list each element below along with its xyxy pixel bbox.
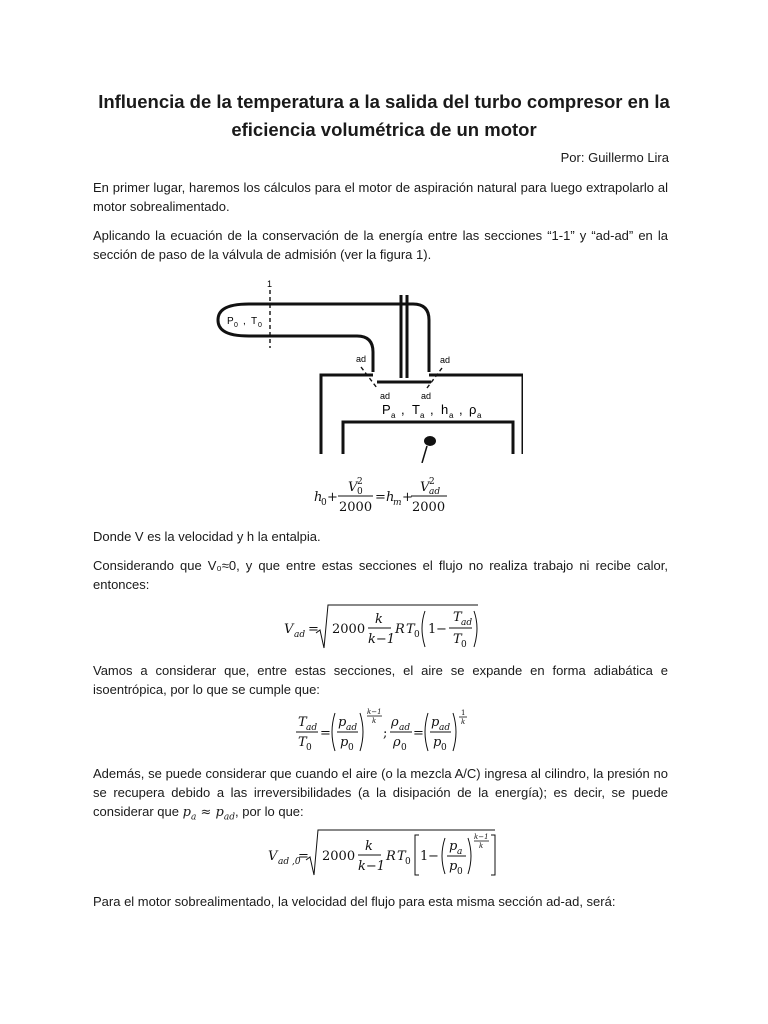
svg-text:T: T — [453, 610, 462, 625]
figure-lines — [218, 295, 523, 454]
svg-text:P: P — [382, 402, 391, 417]
svg-text:0: 0 — [321, 498, 327, 508]
svg-text:R: R — [386, 849, 396, 864]
svg-text:V: V — [268, 849, 278, 864]
svg-text:p: p — [449, 859, 458, 874]
svg-text:k: k — [375, 612, 383, 627]
svg-text:k−1: k−1 — [474, 833, 489, 841]
svg-text:0: 0 — [414, 630, 420, 640]
svg-text:p: p — [338, 715, 347, 730]
svg-text:k−1: k−1 — [367, 708, 382, 716]
svg-text:k−1: k−1 — [368, 632, 396, 647]
svg-text:a: a — [449, 411, 454, 420]
svg-text:+: + — [327, 490, 338, 505]
equation-velocity-ad0 — [266, 828, 500, 880]
svg-text:1: 1 — [420, 849, 429, 864]
section-1-label: 1 — [267, 279, 273, 289]
svg-text:h: h — [314, 490, 323, 505]
svg-text:0: 0 — [258, 322, 262, 329]
svg-text:2000: 2000 — [412, 500, 446, 515]
svg-text:2: 2 — [357, 477, 363, 487]
svg-text:=: = — [308, 622, 319, 637]
equation-energy-balance — [310, 476, 460, 516]
svg-text:0: 0 — [348, 743, 354, 753]
paragraph-energy: Aplicando la ecuación de la conservación de la energía entre las secciones “1-1” y “ad-ad” en la sección de paso de la válvula de admisión (ver la figura 1). — [93, 228, 668, 262]
svg-text:0: 0 — [401, 743, 407, 753]
svg-text:p: p — [449, 839, 458, 854]
svg-text:T: T — [406, 622, 415, 637]
equation-velocity-ad — [282, 603, 482, 653]
svg-text:0: 0 — [461, 640, 467, 650]
equation-isentropic — [294, 706, 474, 756]
svg-text:T: T — [453, 632, 462, 647]
svg-text:=: = — [320, 726, 331, 741]
title-line-1: Influencia de la temperatura a la salida del turbo compresor en la — [98, 91, 670, 112]
inlet-state-label — [227, 316, 262, 329]
svg-text:h: h — [386, 490, 395, 505]
svg-text:k−1: k−1 — [358, 859, 386, 874]
ad-label-left-top: ad — [356, 354, 367, 364]
paragraph-supercharged: Para el motor sobrealimentado, la velocidad del flujo para esta misma sección ad-ad, será: — [93, 894, 616, 909]
svg-text:=: = — [413, 726, 424, 741]
svg-text:,: , — [459, 402, 463, 417]
svg-text:a: a — [457, 847, 463, 857]
ad-label-bottom-left: ad — [380, 391, 391, 401]
author-line: Por: Guillermo Lira — [560, 150, 669, 165]
svg-text:+: + — [402, 490, 413, 505]
injector-dot — [424, 436, 436, 446]
figure-intake-diagram — [213, 278, 523, 463]
svg-text:p: p — [433, 735, 442, 750]
svg-text:0: 0 — [457, 867, 463, 877]
svg-text:ad: ad — [346, 723, 358, 733]
ad-label-bottom-right: ad — [421, 391, 432, 401]
paragraph-assumption: Considerando que V₀≈0, y que entre estas secciones el flujo no realiza trabajo ni recibe calor, entonces: — [93, 558, 668, 592]
svg-text:2: 2 — [429, 477, 435, 487]
svg-text:0: 0 — [405, 857, 411, 867]
svg-text:T: T — [298, 735, 307, 750]
svg-text:ad: ad — [429, 487, 441, 497]
document-title — [60, 88, 708, 144]
svg-text:1: 1 — [428, 622, 437, 637]
ad-line-left — [361, 367, 377, 388]
svg-text:k: k — [479, 842, 484, 850]
svg-text:p: p — [431, 715, 440, 730]
svg-text:ad: ad — [399, 723, 411, 733]
svg-text:ad ,0: ad ,0 — [278, 857, 301, 867]
svg-text:m: m — [393, 498, 402, 508]
svg-text:k: k — [461, 718, 466, 726]
svg-text:,: , — [243, 316, 246, 327]
svg-text:a: a — [391, 411, 396, 420]
svg-text:ρ: ρ — [391, 715, 399, 730]
svg-text:ad: ad — [294, 630, 306, 640]
svg-text:T: T — [251, 316, 258, 327]
svg-text:2000: 2000 — [322, 849, 356, 864]
ad-label-right-top: ad — [440, 355, 451, 365]
svg-text:0: 0 — [357, 487, 363, 497]
svg-text:=: = — [298, 849, 309, 864]
svg-text:=: = — [375, 490, 386, 505]
injector-stem — [422, 446, 427, 463]
svg-text:ρ: ρ — [393, 735, 401, 750]
svg-text:p: p — [340, 735, 349, 750]
svg-text:0: 0 — [441, 743, 447, 753]
svg-text:ad: ad — [306, 723, 318, 733]
svg-text:−: − — [428, 849, 439, 864]
svg-text:V: V — [348, 480, 358, 495]
svg-text:h: h — [441, 402, 449, 417]
svg-text:ad: ad — [461, 618, 473, 628]
svg-text:V: V — [284, 622, 294, 637]
svg-text:,: , — [401, 402, 405, 417]
svg-text:V: V — [420, 480, 430, 495]
svg-text:a: a — [477, 411, 482, 420]
cylinder-state-label — [382, 402, 482, 420]
svg-text:2000: 2000 — [332, 622, 366, 637]
paragraph-definitions: Donde V es la velocidad y h la entalpia. — [93, 529, 321, 544]
svg-text:1: 1 — [461, 709, 466, 717]
paragraph-intro: En primer lugar, haremos los cálculos para el motor de aspiración natural para luego extrapolarlo al motor sobrealimentado. — [93, 180, 668, 214]
paragraph-pressure: Además, se puede considerar que cuando el aire (o la mezcla A/C) ingresa al cilindro, la presión no se recupera debido a las irreversibilidades (a la disipación de la energía); es decir, se puede considerar que $p_a \approx p_{ad}$, por lo que: — [93, 766, 668, 823]
inline-equation-pa-pad: $p_a \approx p_{ad}$ — [182, 805, 235, 823]
paragraph-isentropic: Vamos a considerar que, entre estas secciones, el aire se expande en forma adiabática e isoentrópica, por lo que se cumple que: — [93, 663, 668, 697]
title-line-2: eficiencia volumétrica de un motor — [231, 119, 537, 140]
svg-text:;: ; — [383, 726, 388, 741]
svg-text:T: T — [397, 849, 406, 864]
svg-text:k: k — [365, 839, 373, 854]
svg-text:2000: 2000 — [339, 500, 373, 515]
svg-text:a: a — [420, 411, 425, 420]
svg-text:−: − — [436, 622, 447, 637]
svg-text:,: , — [430, 402, 434, 417]
svg-text:ad: ad — [439, 723, 451, 733]
svg-text:0: 0 — [234, 322, 238, 329]
svg-text:0: 0 — [306, 743, 312, 753]
svg-text:T: T — [412, 402, 420, 417]
svg-text:k: k — [372, 717, 377, 725]
svg-text:P: P — [227, 316, 234, 327]
svg-text:T: T — [298, 715, 307, 730]
svg-text:R: R — [395, 622, 405, 637]
svg-text:ρ: ρ — [469, 402, 477, 417]
